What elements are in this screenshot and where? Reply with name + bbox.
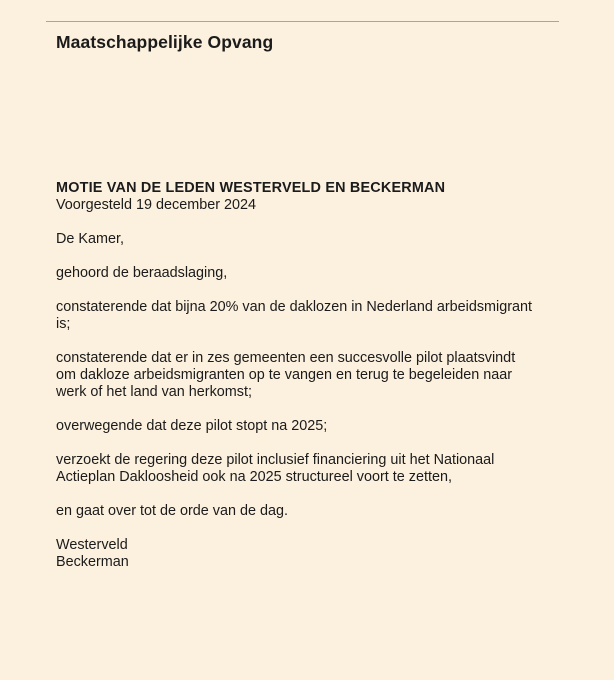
clause-line: is; <box>56 316 71 332</box>
weighing-clause: overwegende dat deze pilot stopt na 2025; <box>56 418 328 434</box>
clause-line: Actieplan Dakloosheid ook na 2025 structureel voort te zetten, <box>56 469 452 485</box>
request-clause <box>56 452 576 486</box>
signatory-name: Westerveld <box>56 537 128 553</box>
clause-line: werk of het land van herkomst; <box>56 384 252 400</box>
signatory-name: Beckerman <box>56 554 129 570</box>
top-divider <box>46 21 559 22</box>
motion-document <box>56 180 576 571</box>
considering-clause-1 <box>56 299 576 333</box>
clause-line: constaterende dat er in zes gemeenten een succesvolle pilot plaatsvindt <box>56 350 516 366</box>
clause-line: om dakloze arbeidsmigranten op te vangen en terug te begeleiden naar <box>56 367 513 383</box>
clause-line: constaterende dat bijna 20% van de daklozen in Nederland arbeidsmigrant <box>56 299 533 315</box>
section-title: Maatschappelijke Opvang <box>56 32 274 52</box>
salutation: De Kamer, <box>56 231 124 247</box>
considering-clause-2 <box>56 350 576 401</box>
clause-line: verzoekt de regering deze pilot inclusief financiering uit het Nationaal <box>56 452 495 468</box>
closing-clause: en gaat over tot de orde van de dag. <box>56 503 289 519</box>
signatories <box>56 537 576 571</box>
proposed-date: Voorgesteld 19 december 2024 <box>56 197 257 213</box>
motion-title: MOTIE VAN DE LEDEN WESTERVELD EN BECKERMAN <box>56 180 446 196</box>
heard-clause: gehoord de beraadslaging, <box>56 265 228 281</box>
